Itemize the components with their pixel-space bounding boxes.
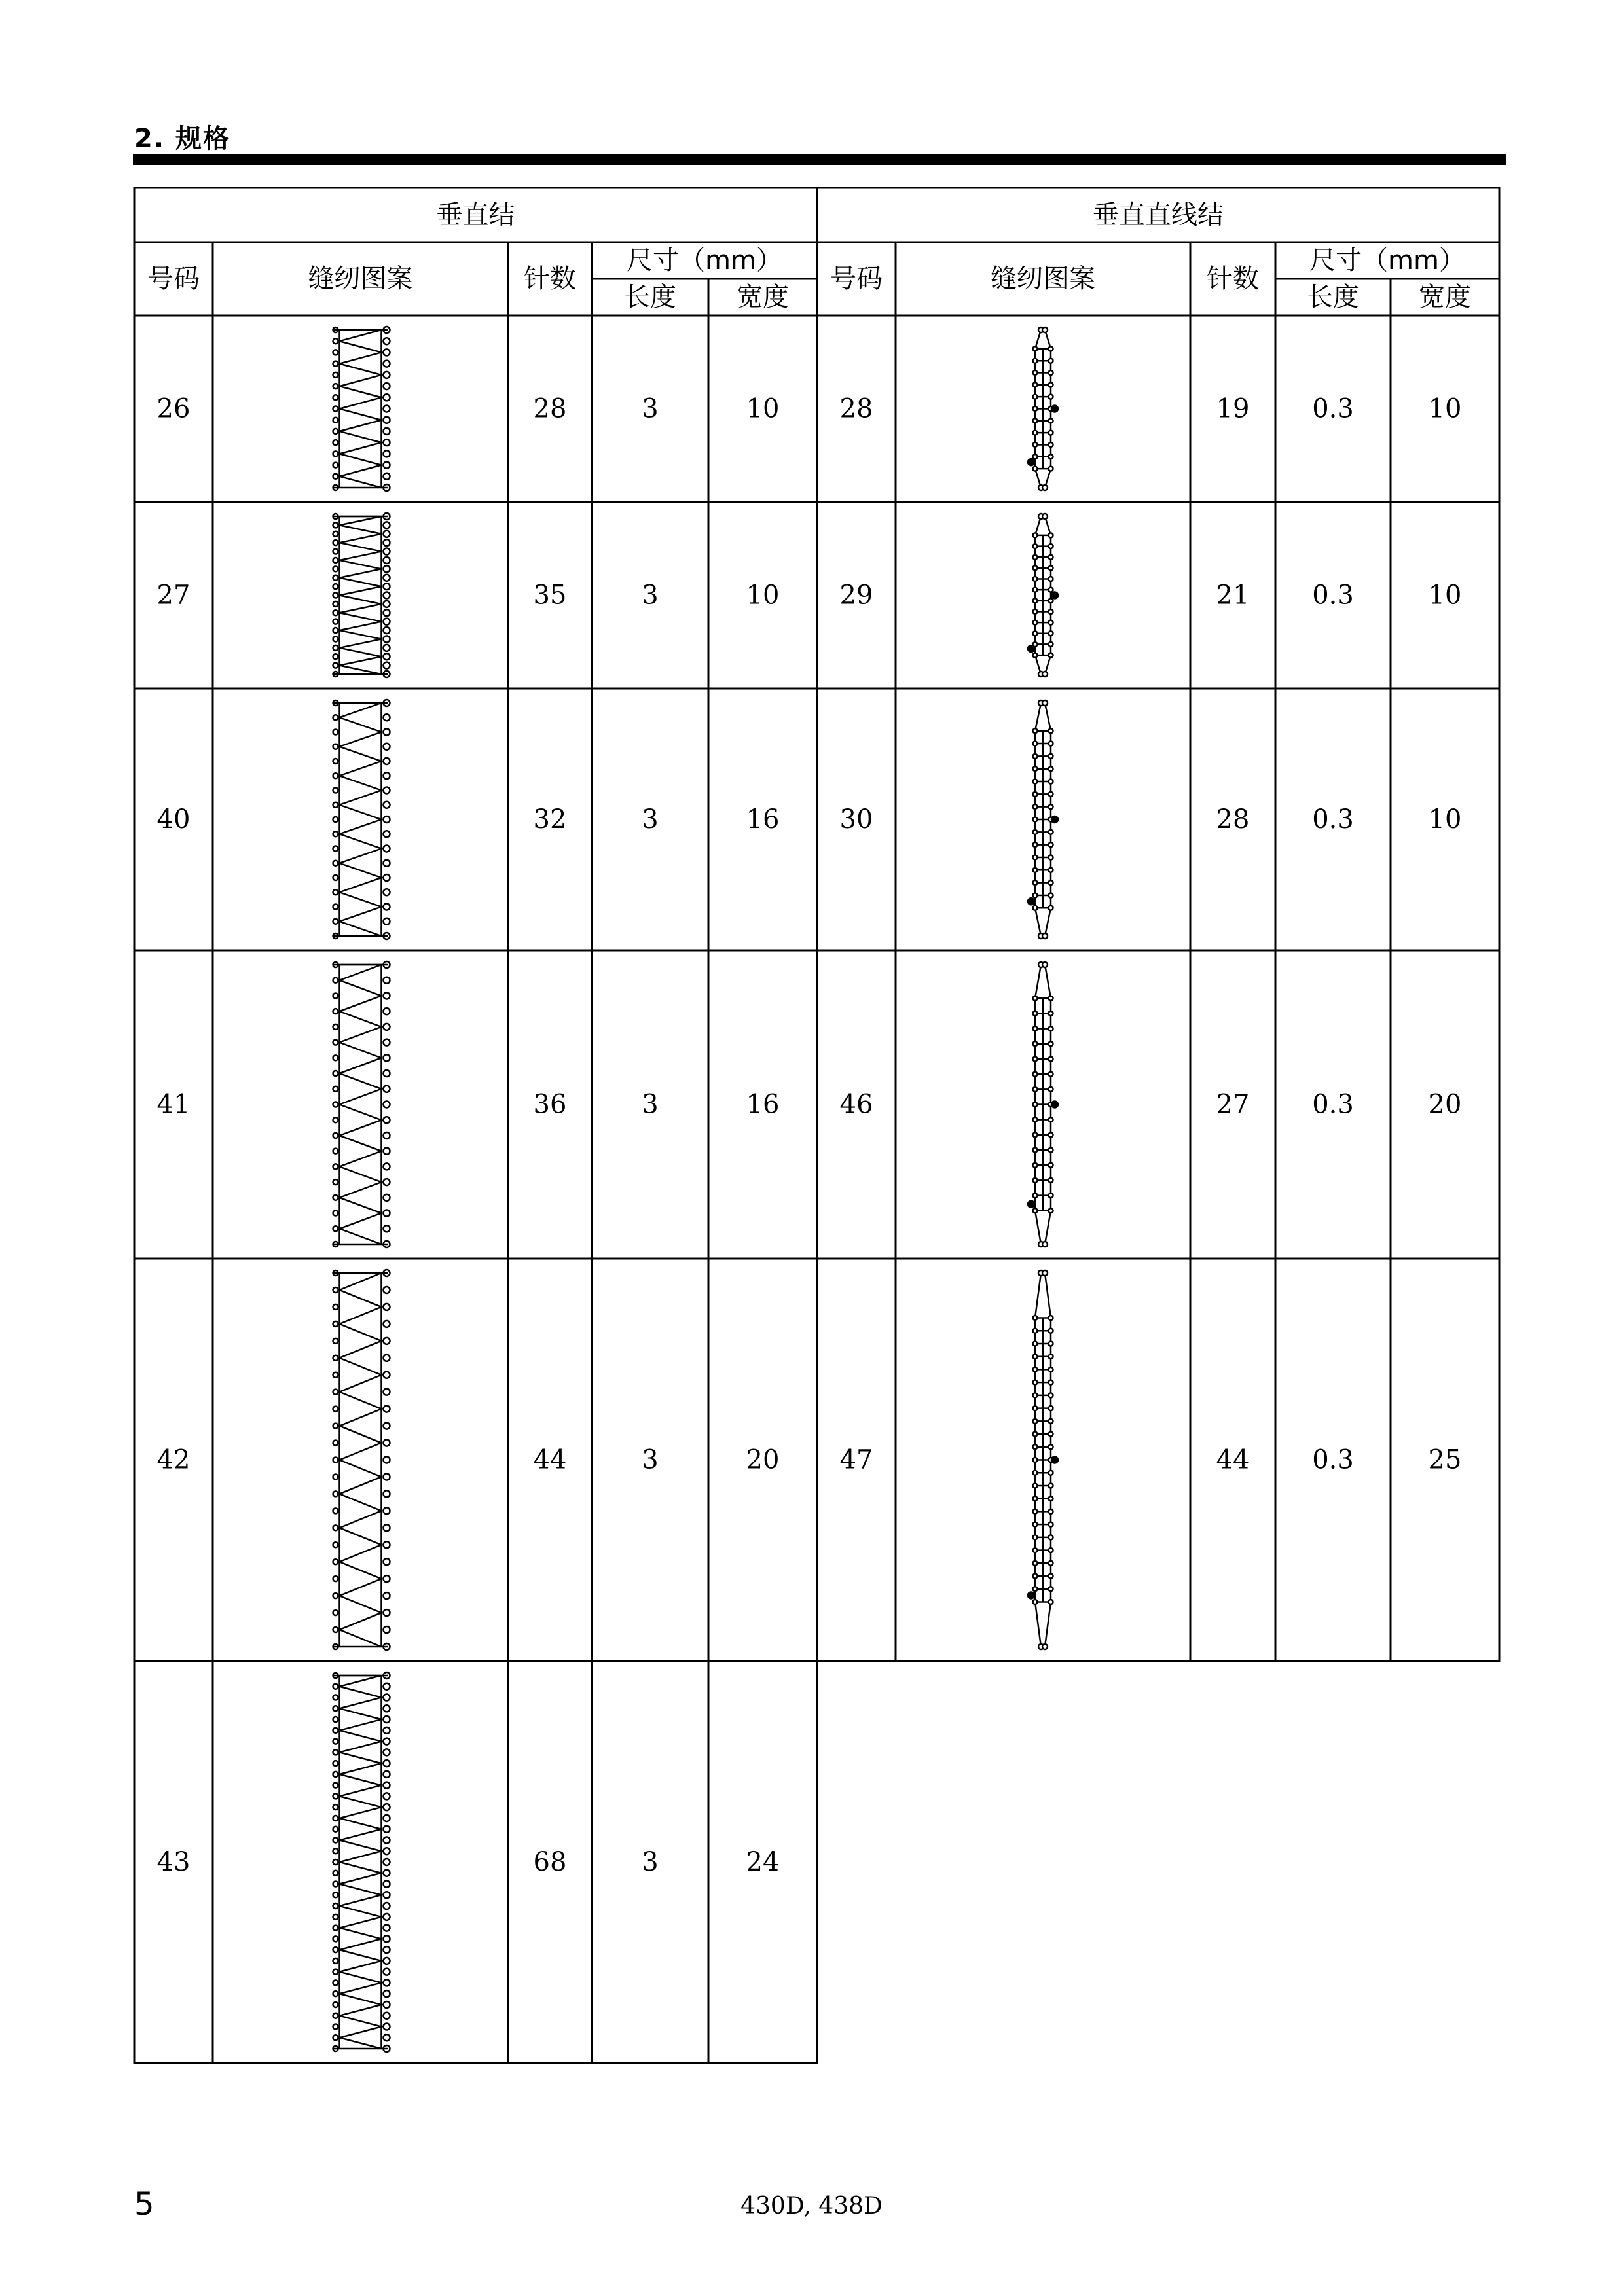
sewing-pattern-icon bbox=[1028, 514, 1058, 677]
cell-width: 16 bbox=[746, 1089, 780, 1120]
cell-stitches: 19 bbox=[1216, 393, 1250, 424]
cell-code: 41 bbox=[156, 1089, 191, 1120]
table-title: 垂直直线结 bbox=[1093, 200, 1224, 230]
cell-code: 29 bbox=[839, 580, 873, 611]
header-width: 宽度 bbox=[1419, 282, 1471, 312]
cell-code: 26 bbox=[156, 393, 191, 424]
cell-length: 3 bbox=[642, 393, 659, 424]
cell-width: 20 bbox=[746, 1444, 780, 1475]
cell-width: 16 bbox=[746, 804, 780, 834]
header-code: 号码 bbox=[147, 264, 200, 294]
cell-width: 20 bbox=[1428, 1089, 1462, 1120]
cell-stitches: 36 bbox=[533, 1089, 567, 1120]
table-title: 垂直结 bbox=[436, 200, 515, 230]
cell-length: 0.3 bbox=[1312, 804, 1354, 834]
sewing-pattern-icon bbox=[333, 1270, 390, 1650]
spec-table-2 bbox=[817, 188, 1499, 1661]
sewing-pattern-icon bbox=[1028, 962, 1058, 1247]
header-width: 宽度 bbox=[737, 282, 789, 312]
cell-code: 28 bbox=[839, 393, 873, 424]
header-stitches: 针数 bbox=[524, 264, 576, 294]
cell-width: 24 bbox=[746, 1847, 780, 1877]
sewing-pattern-icon bbox=[333, 327, 390, 491]
table-border bbox=[134, 188, 817, 2063]
cell-width: 10 bbox=[746, 580, 780, 611]
cell-code: 42 bbox=[156, 1444, 191, 1475]
cell-length: 3 bbox=[642, 1847, 659, 1877]
cell-length: 3 bbox=[642, 1444, 659, 1475]
header-pattern: 缝纫图案 bbox=[991, 264, 1095, 294]
cell-code: 27 bbox=[156, 580, 191, 611]
cell-code: 47 bbox=[839, 1444, 873, 1475]
cell-length: 3 bbox=[642, 580, 659, 611]
table-border bbox=[817, 188, 1499, 1661]
cell-stitches: 28 bbox=[1216, 804, 1250, 834]
cell-stitches: 28 bbox=[533, 393, 567, 424]
header-code: 号码 bbox=[830, 264, 883, 294]
cell-length: 0.3 bbox=[1312, 393, 1354, 424]
cell-stitches: 27 bbox=[1216, 1089, 1250, 1120]
cell-code: 43 bbox=[156, 1847, 191, 1877]
sewing-pattern-icon bbox=[333, 700, 390, 939]
spec-table-1 bbox=[134, 188, 817, 2063]
sewing-pattern-icon bbox=[1028, 700, 1058, 939]
cell-stitches: 68 bbox=[533, 1847, 567, 1877]
cell-code: 30 bbox=[839, 804, 873, 834]
footer-model: 430D, 438D bbox=[740, 2193, 883, 2219]
cell-width: 10 bbox=[1428, 393, 1462, 424]
header-pattern: 缝纫图案 bbox=[308, 264, 413, 294]
header-size: 尺寸（mm） bbox=[627, 245, 782, 276]
cell-width: 10 bbox=[1428, 804, 1462, 834]
cell-length: 0.3 bbox=[1312, 1089, 1354, 1120]
cell-stitches: 32 bbox=[533, 804, 567, 834]
sewing-pattern-icon bbox=[333, 513, 390, 677]
cell-width: 10 bbox=[1428, 580, 1462, 611]
cell-stitches: 21 bbox=[1216, 580, 1250, 611]
header-stitches: 针数 bbox=[1207, 264, 1259, 294]
cell-width: 25 bbox=[1428, 1444, 1462, 1475]
header-length: 长度 bbox=[1307, 282, 1359, 312]
sewing-pattern-icon bbox=[333, 961, 390, 1247]
header-length: 长度 bbox=[624, 282, 676, 312]
section-title: 2. 规格 bbox=[134, 124, 230, 154]
cell-stitches: 35 bbox=[533, 580, 567, 611]
sewing-pattern-icon bbox=[1028, 327, 1058, 490]
sewing-pattern-icon bbox=[333, 1672, 390, 2052]
sewing-pattern-icon bbox=[1028, 1270, 1058, 1649]
cell-length: 0.3 bbox=[1312, 580, 1354, 611]
cell-length: 3 bbox=[642, 1089, 659, 1120]
cell-code: 40 bbox=[156, 804, 191, 834]
page-number: 5 bbox=[134, 2186, 155, 2223]
cell-length: 3 bbox=[642, 804, 659, 834]
cell-stitches: 44 bbox=[533, 1444, 567, 1475]
cell-length: 0.3 bbox=[1312, 1444, 1354, 1475]
header-size: 尺寸（mm） bbox=[1309, 245, 1465, 276]
cell-width: 10 bbox=[746, 393, 780, 424]
cell-stitches: 44 bbox=[1216, 1444, 1250, 1475]
cell-code: 46 bbox=[839, 1089, 873, 1120]
